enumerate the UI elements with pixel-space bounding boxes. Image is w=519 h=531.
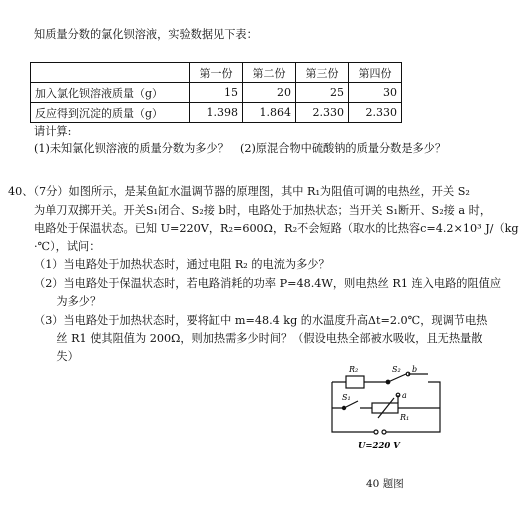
table-header-cell <box>31 63 190 83</box>
table-cell: 20 <box>243 83 296 103</box>
row-label: 反应得到沉淀的质量（g） <box>31 103 190 123</box>
table-cell: 25 <box>296 83 349 103</box>
table-cell: 2.330 <box>296 103 349 123</box>
subquestion-2: （2）当电路处于保温状态时，若电路消耗的功率 P=48.4W，则电热丝 R1 连入电路的阻值应 <box>34 277 502 290</box>
r1-resistor <box>372 403 398 413</box>
table-cell: 15 <box>190 83 243 103</box>
problem-line: 为单刀双掷开关。开关S₁闭合、S₂接 b时，电路处于加热状态；当开关 S₁断开、S₂接 a 时， <box>34 204 492 217</box>
table-header-cell: 第一份 <box>190 63 243 83</box>
row-label: 加入氯化钡溶液质量（g） <box>31 83 190 103</box>
supply-terminal-right <box>382 430 386 434</box>
problem-number <box>8 184 470 200</box>
table-header-cell: 第三份 <box>296 63 349 83</box>
subquestion-2-cont: 为多少？ <box>34 295 102 308</box>
table-cell: 1.864 <box>243 103 296 123</box>
table-header-cell: 第四份 <box>349 63 402 83</box>
calc-heading: 请计算: <box>34 125 72 138</box>
label-r1: R₁ <box>400 413 410 422</box>
label-r2: R₂ <box>349 365 359 374</box>
figure-caption: 40 题图 <box>366 478 404 490</box>
problem-line: 如图所示，是某鱼缸水温调节器的原理图，其中 R₁为阻值可调的电热丝，开关 S₂ <box>68 185 470 198</box>
label-s1: S₁ <box>342 393 351 402</box>
s1-blade <box>344 401 358 408</box>
table-header-cell: 第二份 <box>243 63 296 83</box>
calc-questions: (1)未知氯化钡溶液的质量分数为多少？ (2)原混合物中硫酸钠的质量分数是多少？ <box>34 142 447 155</box>
r1-arrow <box>378 398 394 418</box>
subquestion-3-cont: 丝 R1 使其阻值为 200Ω，则加热需多少时间？（假设电热全部被水吸收，且无热量散 <box>34 332 483 345</box>
problem-points: （7分） <box>33 185 69 198</box>
table-cell: 30 <box>349 83 402 103</box>
s2-blade <box>388 374 406 382</box>
circuit-diagram <box>320 360 450 460</box>
s1-pivot <box>342 406 345 409</box>
problem-line: 电路处于保温状态。已知 U=220V，R₂=600Ω，R₂不会短路（取水的比热容c=4.2×10³ J/（kg <box>34 222 519 235</box>
problem-number-label: 40、 <box>8 185 34 198</box>
right-wire <box>386 382 440 432</box>
table-row <box>31 103 402 123</box>
label-s2: S₂ <box>392 365 401 374</box>
supply-terminal-left <box>374 430 378 434</box>
r2-resistor <box>346 376 364 388</box>
problem-line: ·℃），试问： <box>34 240 101 253</box>
subquestion-1: （1）当电路处于加热状态时，通过电阻 R₂ 的电流为多少？ <box>34 258 330 271</box>
table-header-row <box>31 63 402 83</box>
label-a: a <box>402 391 407 400</box>
table-row <box>31 83 402 103</box>
intro-text: 知质量分数的氯化钡溶液，实验数据见下表： <box>34 28 258 41</box>
subquestion-3-cont: 失） <box>34 350 79 363</box>
label-b: b <box>412 365 418 374</box>
subquestion-3: （3）当电路处于加热状态时，要将缸中 m=48.4 kg 的水温度升高Δt=2.0℃，现调节电热 <box>34 314 488 327</box>
label-voltage: U=220 V <box>358 441 400 451</box>
experiment-data-table <box>30 62 402 123</box>
left-wire <box>332 382 374 432</box>
table-cell: 1.398 <box>190 103 243 123</box>
table-cell: 2.330 <box>349 103 402 123</box>
